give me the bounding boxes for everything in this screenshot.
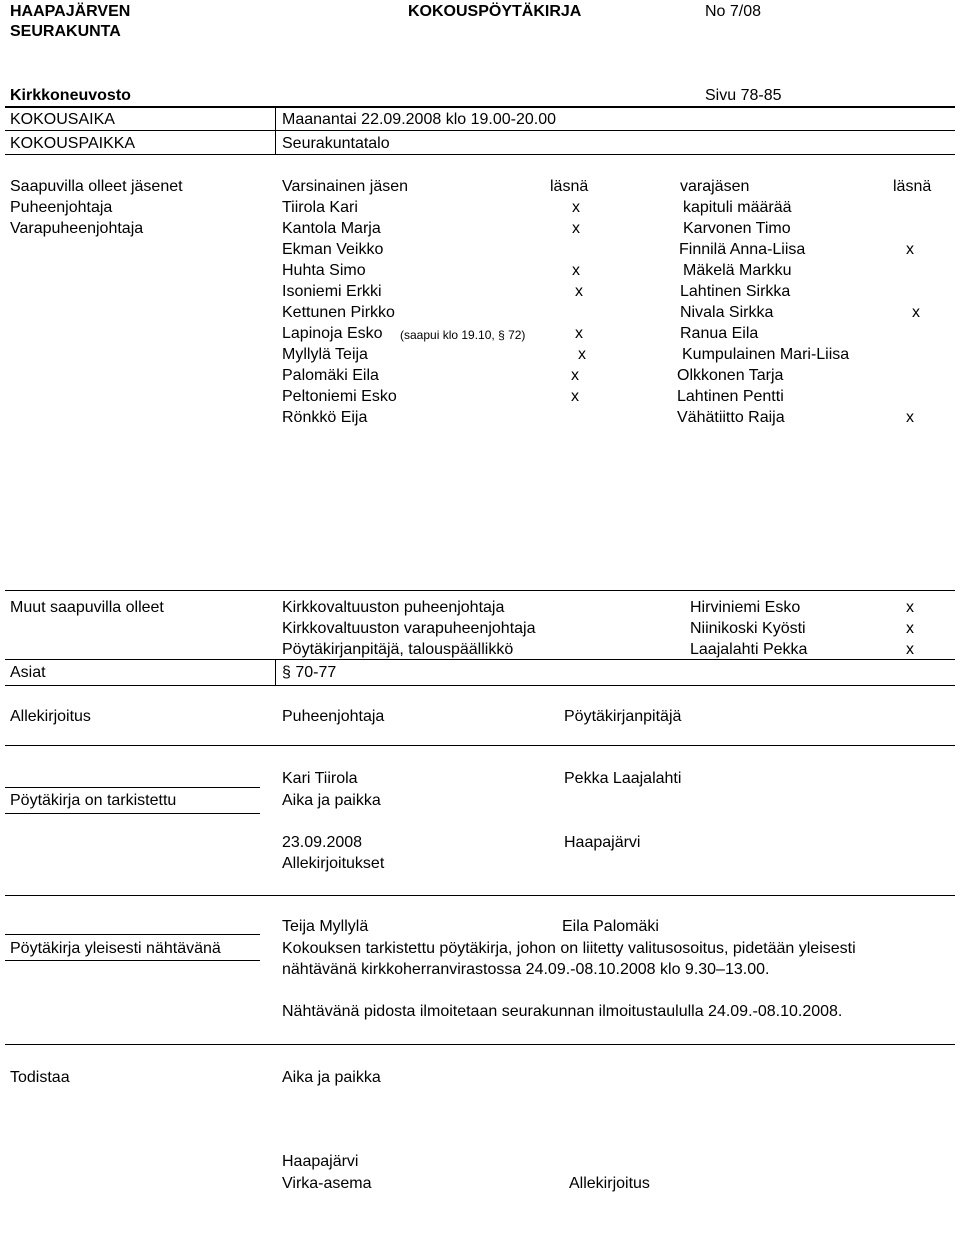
other-name: Laajalahti Pekka <box>690 641 808 658</box>
member-present: x <box>572 262 580 279</box>
checker1-name: Teija Myllylä <box>282 918 369 935</box>
deputy-present: x <box>912 304 920 321</box>
other-role: Pöytäkirjanpitäjä, talouspäällikkö <box>282 641 514 658</box>
items-label: Asiat <box>10 664 46 681</box>
checker2-name: Eila Palomäki <box>562 918 659 935</box>
public-text-line1: Kokouksen tarkistettu pöytäkirja, johon on liitetty valitusosoitus, pidetään yleisesti <box>282 940 856 957</box>
member-note: (saapui klo 19.10, § 72) <box>400 328 526 342</box>
items-top-rule <box>5 659 955 660</box>
public-text-line3: Nähtävänä pidosta ilmoitetaan seurakunnan ilmoitustaululla 24.09.-08.10.2008. <box>282 1003 843 1020</box>
items-divider <box>275 659 276 685</box>
deputy-name: Ranua Eila <box>680 325 759 342</box>
certify-position: Virka-asema <box>282 1175 372 1192</box>
member-present: x <box>572 199 580 216</box>
member-name: Ekman Veikko <box>282 241 384 258</box>
member-name: Huhta Simo <box>282 262 366 279</box>
checked-bottom-rule <box>5 895 955 896</box>
member-name: Palomäki Eila <box>282 367 379 384</box>
col-deputy-header: varajäsen <box>680 178 750 195</box>
certify-label: Todistaa <box>10 1069 70 1086</box>
col-member-header: Varsinainen jäsen <box>282 178 409 195</box>
signature-label: Allekirjoitus <box>10 708 91 725</box>
meeting-place-value: Seurakuntatalo <box>282 135 390 152</box>
member-name: Myllylä Teija <box>282 346 368 363</box>
document-number: No 7/08 <box>705 3 762 20</box>
member-present: x <box>575 283 583 300</box>
public-label: Pöytäkirja yleisesti nähtävänä <box>10 940 221 957</box>
chair-title: Puheenjohtaja <box>282 708 385 725</box>
meeting-time-label: KOKOUSAIKA <box>10 111 115 128</box>
place-row-rule <box>5 154 955 155</box>
others-top-rule <box>5 590 955 591</box>
public-bottom-rule <box>5 1044 955 1045</box>
deputy-present: x <box>906 241 914 258</box>
vice-chair-label: Varapuheenjohtaja <box>10 220 144 237</box>
checked-signatures: Allekirjoitukset <box>282 855 385 872</box>
org-name-line2: SEURAKUNTA <box>10 23 121 40</box>
deputy-name: Lahtinen Sirkka <box>680 283 791 300</box>
checked-date: 23.09.2008 <box>282 834 363 851</box>
secretary-title: Pöytäkirjanpitäjä <box>564 708 682 725</box>
checked-label-rule <box>5 787 260 788</box>
member-name: Peltoniemi Esko <box>282 388 397 405</box>
certify-place: Haapajärvi <box>282 1153 359 1170</box>
other-present: x <box>906 599 914 616</box>
org-name-line1: HAAPAJÄRVEN <box>10 3 131 20</box>
deputy-name: Olkkonen Tarja <box>677 367 784 384</box>
member-name: Isoniemi Erkki <box>282 283 382 300</box>
col-present-header: läsnä <box>550 178 589 195</box>
checked-label: Pöytäkirja on tarkistettu <box>10 792 177 809</box>
member-name: Tiirola Kari <box>282 199 358 216</box>
col-present2-header: läsnä <box>893 178 932 195</box>
deputy-name: Lahtinen Pentti <box>677 388 784 405</box>
other-present: x <box>906 641 914 658</box>
deputy-name: Vähätiitto Raija <box>677 409 785 426</box>
public-label-bottom-rule <box>5 960 260 961</box>
meeting-body: Kirkkoneuvosto <box>10 87 131 104</box>
checked-label-bottom-rule <box>5 813 260 814</box>
chair-name: Kari Tiirola <box>282 770 358 787</box>
time-row-rule <box>5 130 955 131</box>
other-role: Kirkkovaltuuston puheenjohtaja <box>282 599 505 616</box>
header-rule <box>5 106 955 108</box>
page-range: Sivu 78-85 <box>705 87 782 104</box>
chair-label: Puheenjohtaja <box>10 199 113 216</box>
member-present: x <box>578 346 586 363</box>
public-label-rule <box>5 934 260 935</box>
checked-time-place: Aika ja paikka <box>282 792 381 809</box>
others-label: Muut saapuvilla olleet <box>10 599 164 616</box>
deputy-present: x <box>906 409 914 426</box>
member-present: x <box>572 220 580 237</box>
attendance-label: Saapuvilla olleet jäsenet <box>10 178 183 195</box>
meeting-time-value: Maanantai 22.09.2008 klo 19.00-20.00 <box>282 111 556 128</box>
deputy-name: Nivala Sirkka <box>680 304 774 321</box>
other-name: Hirviniemi Esko <box>690 599 801 616</box>
secretary-name: Pekka Laajalahti <box>564 770 682 787</box>
certify-time-place: Aika ja paikka <box>282 1069 381 1086</box>
meeting-place-label: KOKOUSPAIKKA <box>10 135 136 152</box>
public-text-line2: nähtävänä kirkkoherranvirastossa 24.09.-08.10.2008 klo 9.30–13.00. <box>282 961 770 978</box>
member-present: x <box>571 367 579 384</box>
member-name: Kantola Marja <box>282 220 381 237</box>
member-name: Lapinoja Esko <box>282 325 383 342</box>
deputy-name: Finnilä Anna-Liisa <box>679 241 806 258</box>
deputy-name: Karvonen Timo <box>683 220 791 237</box>
items-value: § 70-77 <box>282 664 337 681</box>
certify-signature: Allekirjoitus <box>569 1175 650 1192</box>
deputy-name: Kumpulainen Mari-Liisa <box>682 346 850 363</box>
member-present: x <box>571 388 579 405</box>
checked-place: Haapajärvi <box>564 834 641 851</box>
document-title: KOKOUSPÖYTÄKIRJA <box>408 3 582 20</box>
other-present: x <box>906 620 914 637</box>
member-name: Kettunen Pirkko <box>282 304 395 321</box>
other-name: Niinikoski Kyösti <box>690 620 806 637</box>
deputy-name: Mäkelä Markku <box>683 262 792 279</box>
member-present: x <box>575 325 583 342</box>
items-bottom-rule <box>5 685 955 686</box>
deputy-name: kapituli määrää <box>683 199 792 216</box>
member-name: Rönkkö Eija <box>282 409 368 426</box>
signature-rule <box>5 745 955 746</box>
other-role: Kirkkovaltuuston varapuheenjohtaja <box>282 620 536 637</box>
